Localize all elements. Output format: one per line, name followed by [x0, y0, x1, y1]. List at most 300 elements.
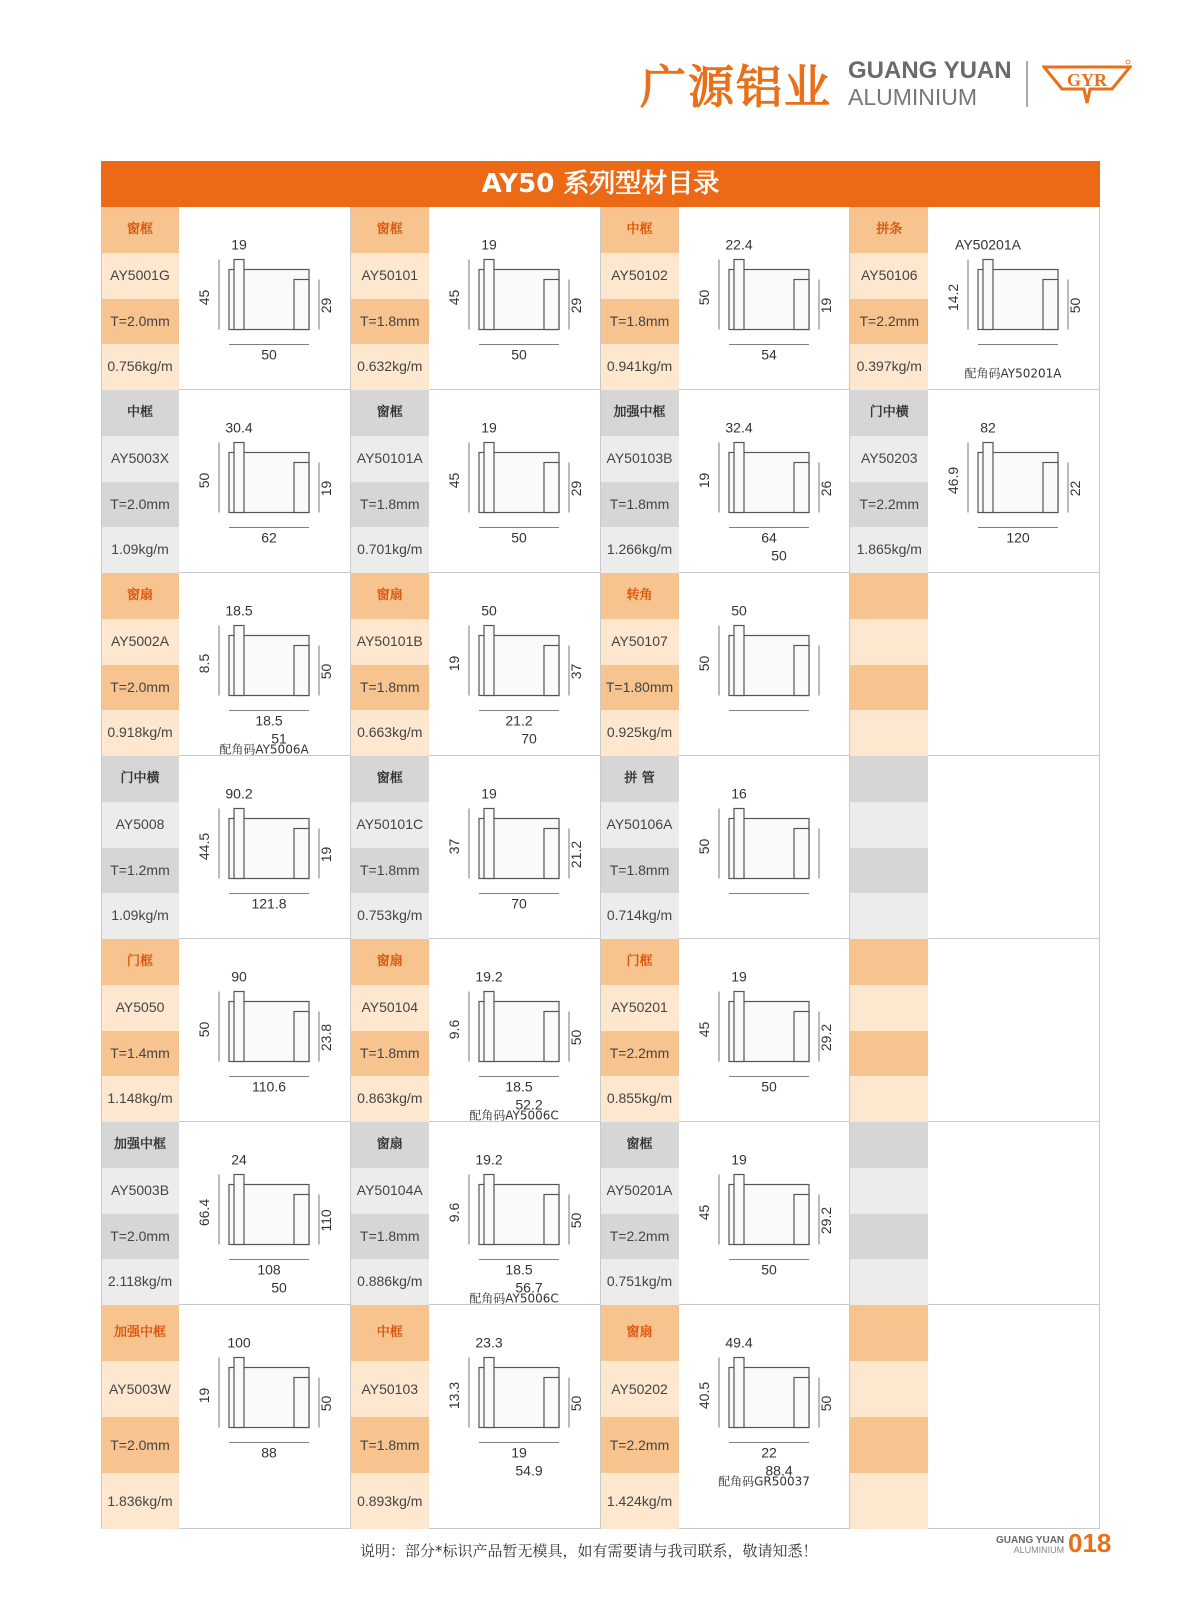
dimension-label: 18.5 — [225, 602, 253, 619]
cell-weight: 0.632kg/m — [351, 344, 429, 390]
profile-drawing — [429, 207, 599, 390]
cell-weight: 0.753kg/m — [351, 893, 429, 939]
profile-cell — [601, 1122, 851, 1305]
dimension-label: 19 — [510, 1444, 527, 1461]
profile-cell — [601, 1305, 851, 1529]
profile-cross-section — [179, 390, 349, 578]
cell-weight: 1.148kg/m — [101, 1076, 179, 1122]
cell-code: AY50203 — [850, 436, 928, 482]
cell-code — [850, 1361, 928, 1417]
cell-thickness: T=2.2mm — [601, 1214, 679, 1260]
dimension-label: 52.2 — [515, 1096, 543, 1113]
cell-name: 窗框 — [351, 207, 429, 253]
dimension-label: 49.4 — [724, 1334, 753, 1351]
cell-name — [850, 1122, 928, 1168]
cell-thickness: T=1.2mm — [101, 848, 179, 894]
dimension-label: 50 — [196, 1021, 212, 1038]
dimension-label: 8.5 — [196, 653, 212, 674]
profile-drawing — [179, 756, 349, 939]
footer-note: 说明：部分*标识产品暂无模具，如有需要请与我司联系，敬请知悉！ — [360, 1542, 818, 1560]
cell-thickness: T=2.2mm — [601, 1031, 679, 1077]
cell-code: AY50101A — [351, 436, 429, 482]
cell-code: AY50102 — [601, 253, 679, 299]
profile-cell — [101, 573, 351, 756]
dimension-label: 21.2 — [505, 712, 533, 729]
profile-drawing — [679, 390, 849, 573]
profile-cross-section — [679, 1122, 849, 1310]
dimension-label: 110 — [318, 1209, 334, 1232]
dimension-label: 45 — [196, 289, 212, 306]
dimension-label: 44.5 — [196, 832, 212, 861]
dimension-label: 90.2 — [225, 785, 253, 802]
dimension-label: 19 — [730, 968, 747, 985]
cell-code: AY5003W — [101, 1361, 179, 1417]
cell-weight: 1.09kg/m — [101, 527, 179, 573]
profile-drawing — [429, 573, 599, 756]
cell-name: 窗框 — [351, 756, 429, 802]
cell-code: AY50107 — [601, 619, 679, 665]
cell-weight: 0.663kg/m — [351, 710, 429, 756]
dimension-label: 22 — [1067, 480, 1084, 497]
dimension-label: 50 — [1067, 297, 1084, 314]
cell-weight — [850, 1473, 928, 1529]
profile-cell — [351, 1122, 601, 1305]
dimension-label: 50 — [510, 346, 527, 363]
profile-cross-section — [679, 207, 849, 395]
dimension-label: 45 — [445, 289, 462, 306]
cell-name: 中框 — [101, 390, 179, 436]
profile-drawing — [679, 207, 849, 390]
dimension-label: 40.5 — [695, 1381, 712, 1410]
cell-weight: 0.751kg/m — [601, 1259, 679, 1305]
cell-thickness — [850, 848, 928, 894]
corner-code-note: 配角码AY5006C — [468, 1108, 559, 1123]
profile-drawing — [429, 1122, 599, 1305]
dimension-label: 50 — [318, 663, 334, 680]
cell-weight — [850, 893, 928, 939]
dimension-label: 56.7 — [515, 1279, 543, 1296]
dimension-label: 32.4 — [724, 419, 753, 436]
footer-brand-line2: ALUMINIUM — [1013, 1545, 1065, 1555]
dimension-label: 54 — [760, 346, 777, 363]
cell-weight: 0.714kg/m — [601, 893, 679, 939]
profile-drawing — [429, 939, 599, 1122]
dimension-label: 121.8 — [251, 895, 287, 912]
cell-thickness: T=1.8mm — [601, 848, 679, 894]
cell-code: AY50201A — [601, 1168, 679, 1214]
cell-code — [850, 1168, 928, 1214]
profile-cell — [850, 1122, 1100, 1305]
dimension-label: 19 — [695, 472, 712, 489]
dimension-label: 62 — [261, 529, 277, 546]
dimension-label: 50 — [480, 602, 497, 619]
dimension-label: 50 — [271, 1279, 287, 1296]
corner-code-note: 配角码AY50201A — [964, 366, 1062, 381]
footer-brand — [996, 1536, 1064, 1555]
cell-thickness: T=1.8mm — [601, 482, 679, 528]
cell-weight: 0.925kg/m — [601, 710, 679, 756]
cell-weight — [850, 1259, 928, 1305]
cell-code: AY5050 — [101, 985, 179, 1031]
profile-drawing — [928, 1305, 1098, 1529]
profile-cell — [101, 390, 351, 573]
brand-divider — [1026, 61, 1028, 107]
cell-weight: 0.701kg/m — [351, 527, 429, 573]
cell-code: AY5002A — [101, 619, 179, 665]
cell-name — [850, 939, 928, 985]
cell-code: AY5003B — [101, 1168, 179, 1214]
cell-code: AY50106A — [601, 802, 679, 848]
profile-cross-section — [679, 390, 849, 578]
cell-weight: 1.424kg/m — [601, 1473, 679, 1529]
dimension-label: 30.4 — [225, 419, 253, 436]
dimension-label: AY50201A — [955, 236, 1022, 253]
dimension-label: 18.5 — [505, 1261, 533, 1278]
catalog-title: AY50 系列型材目录 — [101, 161, 1100, 207]
cell-thickness: T=1.4mm — [101, 1031, 179, 1077]
profile-drawing — [429, 1305, 599, 1529]
profile-cell — [601, 573, 851, 756]
cell-name — [850, 1305, 928, 1361]
profile-drawing — [928, 207, 1098, 390]
dimension-label: 50 — [196, 472, 212, 489]
cell-name: 拼条 — [850, 207, 928, 253]
profile-cross-section — [429, 573, 599, 761]
cell-code: AY5001G — [101, 253, 179, 299]
dimension-label: 50 — [760, 1261, 777, 1278]
profile-drawing — [429, 390, 599, 573]
profile-cell — [601, 207, 851, 390]
dimension-label: 50 — [695, 655, 712, 672]
cell-name: 窗扇 — [101, 573, 179, 619]
dimension-label: 90 — [231, 968, 247, 985]
cell-code: AY50201 — [601, 985, 679, 1031]
cell-code: AY50202 — [601, 1361, 679, 1417]
cell-thickness: T=1.8mm — [601, 299, 679, 345]
profile-cross-section — [429, 1122, 599, 1310]
dimension-label: 50 — [318, 1395, 334, 1412]
cell-weight — [850, 710, 928, 756]
cell-weight: 2.118kg/m — [101, 1259, 179, 1305]
profile-cross-section — [429, 390, 599, 578]
cell-name: 窗框 — [601, 1122, 679, 1168]
profile-cross-section — [928, 207, 1098, 395]
dimension-label: 45 — [695, 1204, 712, 1221]
profile-cell — [850, 756, 1100, 939]
dimension-label: 54.9 — [515, 1462, 543, 1479]
dimension-label: 50 — [695, 838, 712, 855]
profile-drawing — [429, 756, 599, 939]
cell-name: 门中横 — [850, 390, 928, 436]
profile-drawing — [179, 1122, 349, 1305]
profile-cross-section — [179, 207, 349, 395]
dimension-label: 24 — [231, 1151, 247, 1168]
dimension-label: 22 — [760, 1444, 777, 1461]
dimension-label: 70 — [520, 730, 537, 747]
cell-name: 门框 — [601, 939, 679, 985]
dimension-label: 50 — [510, 529, 527, 546]
profile-cross-section — [928, 390, 1098, 578]
cell-name — [850, 756, 928, 802]
profile-cell — [850, 939, 1100, 1122]
dimension-label: 50 — [567, 1029, 584, 1046]
cell-thickness: T=2.0mm — [101, 1214, 179, 1260]
dimension-label: 37 — [567, 663, 584, 680]
dimension-label: 19 — [318, 480, 334, 497]
dimension-label: 50 — [567, 1212, 584, 1229]
dimension-label: 18.5 — [255, 712, 283, 729]
profile-drawing — [928, 573, 1098, 756]
dimension-label: 88 — [261, 1444, 277, 1461]
cell-name: 中框 — [351, 1305, 429, 1361]
dimension-label: 88.4 — [764, 1462, 793, 1479]
cell-thickness — [850, 665, 928, 711]
dimension-label: 50 — [730, 602, 747, 619]
profile-cell — [101, 1122, 351, 1305]
cell-weight: 0.893kg/m — [351, 1473, 429, 1529]
dimension-label: 110.6 — [252, 1078, 286, 1095]
dimension-label: 19 — [196, 1387, 212, 1404]
cell-thickness — [850, 1214, 928, 1260]
profile-cross-section — [179, 1122, 349, 1310]
dimension-label: 29.2 — [817, 1206, 834, 1235]
dimension-label: 50 — [261, 346, 277, 363]
cell-weight: 0.886kg/m — [351, 1259, 429, 1305]
dimension-label: 29.2 — [817, 1023, 834, 1052]
cell-code: AY50101B — [351, 619, 429, 665]
cell-thickness: T=2.2mm — [850, 482, 928, 528]
dimension-label: 108 — [257, 1261, 281, 1278]
dimension-label: 19 — [318, 846, 334, 863]
profile-cell — [601, 390, 851, 573]
cell-weight: 0.863kg/m — [351, 1076, 429, 1122]
cell-weight: 1.865kg/m — [850, 527, 928, 573]
cell-weight: 0.855kg/m — [601, 1076, 679, 1122]
cell-code — [850, 985, 928, 1031]
profile-cell — [351, 1305, 601, 1529]
cell-thickness — [850, 1417, 928, 1473]
profile-drawing — [679, 756, 849, 939]
profile-cross-section — [179, 939, 349, 1127]
dimension-label: 19 — [480, 236, 497, 253]
cell-code: AY5003X — [101, 436, 179, 482]
cell-name: 中框 — [601, 207, 679, 253]
dimension-label: 66.4 — [196, 1198, 212, 1227]
profile-cell — [101, 756, 351, 939]
footer-brand-line1: GUANG YUAN — [996, 1535, 1065, 1546]
profile-cross-section — [179, 1305, 349, 1493]
cell-thickness: T=2.0mm — [101, 665, 179, 711]
page-number: 018 — [1068, 1528, 1112, 1558]
dimension-label: 45 — [445, 472, 462, 489]
cell-thickness — [850, 1031, 928, 1077]
profile-cell — [850, 390, 1100, 573]
brand-header — [640, 54, 1132, 114]
cell-code: AY50103B — [601, 436, 679, 482]
profile-grid — [101, 207, 1100, 1529]
cell-code: AY5008 — [101, 802, 179, 848]
profile-cross-section — [179, 573, 349, 761]
cell-name: 窗框 — [101, 207, 179, 253]
profile-drawing — [179, 1305, 349, 1529]
cell-thickness: T=1.8mm — [351, 1417, 429, 1473]
cell-weight: 0.941kg/m — [601, 344, 679, 390]
cell-name: 窗扇 — [351, 939, 429, 985]
dimension-label: 23.8 — [318, 1023, 334, 1052]
profile-cross-section — [679, 756, 849, 944]
dimension-label: 18.5 — [505, 1078, 533, 1095]
dimension-label: 23.3 — [475, 1334, 503, 1351]
cell-thickness: T=2.2mm — [601, 1417, 679, 1473]
profile-drawing — [679, 1122, 849, 1305]
dimension-label: 9.6 — [445, 1019, 462, 1040]
profile-cross-section — [679, 573, 849, 761]
profile-drawing — [928, 1122, 1098, 1305]
cell-thickness: T=1.8mm — [351, 1214, 429, 1260]
dimension-label: 26 — [817, 480, 834, 497]
cell-name — [850, 573, 928, 619]
profile-drawing — [179, 573, 349, 756]
brand-name-en — [848, 59, 1012, 109]
profile-drawing — [179, 939, 349, 1122]
cell-thickness: T=1.8mm — [351, 482, 429, 528]
profile-drawing — [179, 390, 349, 573]
cell-name: 门框 — [101, 939, 179, 985]
dimension-label: 29 — [567, 480, 584, 497]
cell-name: 窗扇 — [601, 1305, 679, 1361]
cell-code: AY50101C — [351, 802, 429, 848]
profile-cross-section — [429, 939, 599, 1127]
profile-cell — [850, 207, 1100, 390]
dimension-label: 120 — [1006, 529, 1030, 546]
dimension-label: 14.2 — [945, 283, 962, 312]
dimension-label: 46.9 — [945, 466, 962, 495]
profile-cross-section — [429, 756, 599, 944]
brand-name-cn: 广源铝业 — [640, 60, 832, 114]
cell-weight: 0.397kg/m — [850, 344, 928, 390]
cell-thickness: T=1.80mm — [601, 665, 679, 711]
profile-cell — [351, 939, 601, 1122]
dimension-label: 19 — [445, 655, 462, 672]
cell-code: AY50101 — [351, 253, 429, 299]
cell-name: 加强中框 — [101, 1122, 179, 1168]
cell-thickness: T=1.8mm — [351, 665, 429, 711]
profile-drawing — [928, 390, 1098, 573]
profile-drawing — [679, 1305, 849, 1529]
profile-drawing — [179, 207, 349, 390]
dimension-label: 82 — [980, 419, 997, 436]
cell-code — [850, 802, 928, 848]
profile-cross-section — [429, 207, 599, 395]
corner-code-note: 配角码GR50037 — [717, 1474, 810, 1489]
cell-weight: 0.756kg/m — [101, 344, 179, 390]
dimension-label: 19.2 — [475, 1151, 503, 1168]
cell-code: AY50106 — [850, 253, 928, 299]
cell-name: 拼 管 — [601, 756, 679, 802]
profile-cross-section — [429, 1305, 599, 1493]
cell-weight: 1.836kg/m — [101, 1473, 179, 1529]
cell-weight — [850, 1076, 928, 1122]
profile-cell — [850, 573, 1100, 756]
dimension-label: 21.2 — [567, 840, 584, 869]
profile-drawing — [928, 756, 1098, 939]
cell-weight: 1.09kg/m — [101, 893, 179, 939]
cell-name: 窗扇 — [351, 1122, 429, 1168]
dimension-label: 37 — [445, 838, 462, 855]
profile-cell — [601, 756, 851, 939]
dimension-label: 70 — [510, 895, 527, 912]
dimension-label: 19 — [480, 785, 497, 802]
corner-code-note: 配角码AY5006C — [468, 1291, 559, 1306]
cell-weight: 1.266kg/m — [601, 527, 679, 573]
cell-code: AY50103 — [351, 1361, 429, 1417]
dimension-label: 29 — [567, 297, 584, 314]
profile-drawing — [679, 939, 849, 1122]
dimension-label: 19 — [480, 419, 497, 436]
profile-cross-section — [679, 939, 849, 1127]
cell-thickness: T=2.0mm — [101, 482, 179, 528]
dimension-label: 19 — [817, 297, 834, 314]
profile-cell — [351, 756, 601, 939]
cell-name: 门中横 — [101, 756, 179, 802]
cell-name: 窗框 — [351, 390, 429, 436]
profile-drawing — [928, 939, 1098, 1122]
profile-drawing — [679, 573, 849, 756]
dimension-label: 22.4 — [724, 236, 753, 253]
dimension-label: 50 — [760, 1078, 777, 1095]
brand-en-line2: ALUMINIUM — [848, 84, 978, 110]
profile-cell — [101, 207, 351, 390]
cell-name: 转角 — [601, 573, 679, 619]
cell-thickness: T=2.2mm — [850, 299, 928, 345]
profile-cell — [351, 207, 601, 390]
cell-thickness: T=2.0mm — [101, 1417, 179, 1473]
dimension-label: 100 — [227, 1334, 251, 1351]
dimension-label: 19 — [231, 236, 247, 253]
cell-thickness: T=2.0mm — [101, 299, 179, 345]
cell-code: AY50104 — [351, 985, 429, 1031]
dimension-label: 9.6 — [445, 1202, 462, 1223]
profile-cell — [101, 1305, 351, 1529]
profile-cross-section — [679, 1305, 849, 1493]
brand-logo-icon — [1042, 59, 1132, 109]
dimension-label: 29 — [318, 297, 334, 314]
cell-code — [850, 619, 928, 665]
dimension-label: 19 — [730, 1151, 747, 1168]
cell-name: 加强中框 — [601, 390, 679, 436]
cell-thickness: T=1.8mm — [351, 848, 429, 894]
profile-cell — [101, 939, 351, 1122]
dimension-label: 13.3 — [445, 1381, 462, 1410]
profile-cell — [351, 573, 601, 756]
cell-name: 加强中框 — [101, 1305, 179, 1361]
dimension-label: 50 — [770, 547, 787, 564]
dimension-label: 45 — [695, 1021, 712, 1038]
brand-en-line1: GUANG YUAN — [848, 57, 1012, 84]
dimension-label: 50 — [817, 1395, 834, 1412]
dimension-label: 19.2 — [475, 968, 503, 985]
cell-thickness: T=1.8mm — [351, 299, 429, 345]
profile-cell — [351, 390, 601, 573]
cell-thickness: T=1.8mm — [351, 1031, 429, 1077]
cell-code: AY50104A — [351, 1168, 429, 1214]
profile-cross-section — [179, 756, 349, 944]
profile-cell — [850, 1305, 1100, 1529]
logo-text: GYR — [1066, 70, 1107, 90]
cell-weight: 0.918kg/m — [101, 710, 179, 756]
dimension-label: 51 — [271, 730, 287, 747]
dimension-label: 64 — [760, 529, 777, 546]
